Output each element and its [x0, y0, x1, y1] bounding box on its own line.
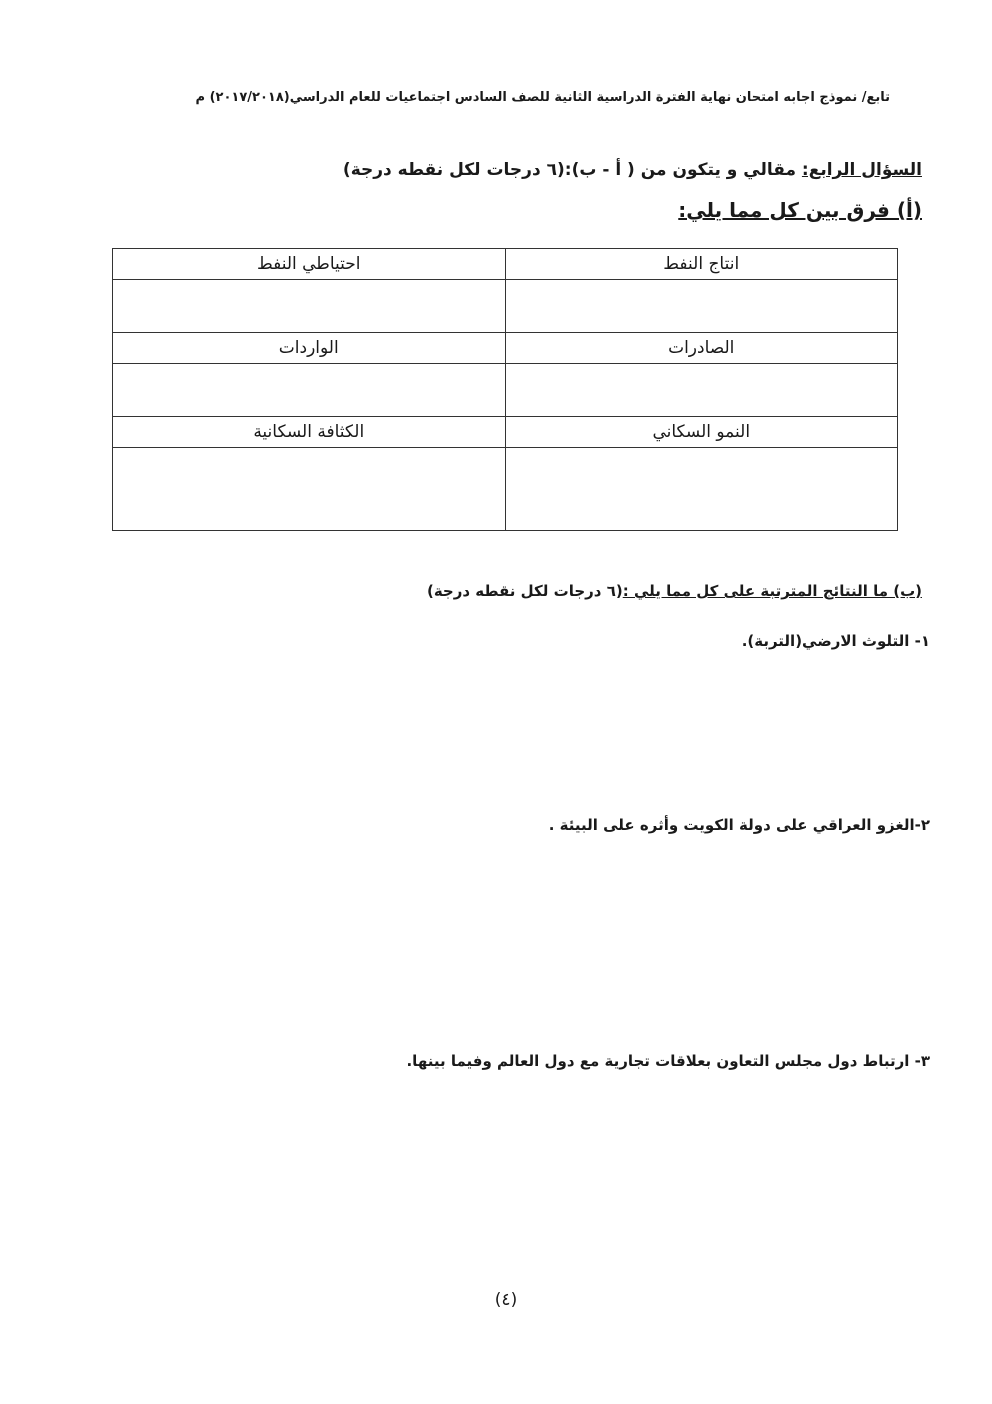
table-header-cell: الواردات: [113, 333, 506, 364]
answer-cell: [505, 280, 898, 333]
section-b-label: (ب) ما النتائج المترتبة على كل مما يلي :: [622, 582, 922, 600]
answer-cell: [505, 448, 898, 531]
section-b-title: [380, 582, 922, 600]
table-header-cell: انتاج النفط: [505, 249, 898, 280]
table-row: [113, 448, 898, 531]
question-title: [330, 160, 922, 180]
table-row: [113, 364, 898, 417]
page-header: تابع/ نموذج اجابه امتحان نهاية الفترة الدراسية الثانية للصف السادس اجتماعيات للعام الدراسي(٢٠١٧/٢٠١٨) م: [195, 90, 890, 105]
table-row: [113, 249, 898, 280]
table-header-cell: النمو السكاني: [505, 417, 898, 448]
table-header-cell: احتياطي النفط: [113, 249, 506, 280]
table-row: [113, 417, 898, 448]
section-a-title: (أ) فرق بين كل مما يلي:: [678, 198, 922, 222]
table-header-cell: الكثافة السكانية: [113, 417, 506, 448]
answer-cell: [113, 448, 506, 531]
comparison-table: [112, 248, 898, 531]
answer-cell: [113, 364, 506, 417]
table-row: [113, 333, 898, 364]
question-label: السؤال الرابع:: [801, 160, 922, 180]
answer-cell: [505, 364, 898, 417]
table-header-cell: الصادرات: [505, 333, 898, 364]
question-item-1: ١- التلوث الارضي(التربة).: [741, 632, 930, 650]
question-description: مقالي و يتكون من ( أ - ب):(٦ درجات لكل نقطه درجة): [342, 160, 802, 180]
table-row: [113, 280, 898, 333]
section-b-description: (٦ درجات لكل نقطه درجة): [426, 582, 623, 600]
question-item-2: ٢-الغزو العراقي على دولة الكويت وأثره على البيئة .: [548, 816, 930, 834]
question-item-3: ٣- ارتباط دول مجلس التعاون بعلاقات تجارية مع دول العالم وفيما بينها.: [406, 1052, 930, 1070]
answer-cell: [113, 280, 506, 333]
page-number: (٤): [494, 1290, 518, 1310]
